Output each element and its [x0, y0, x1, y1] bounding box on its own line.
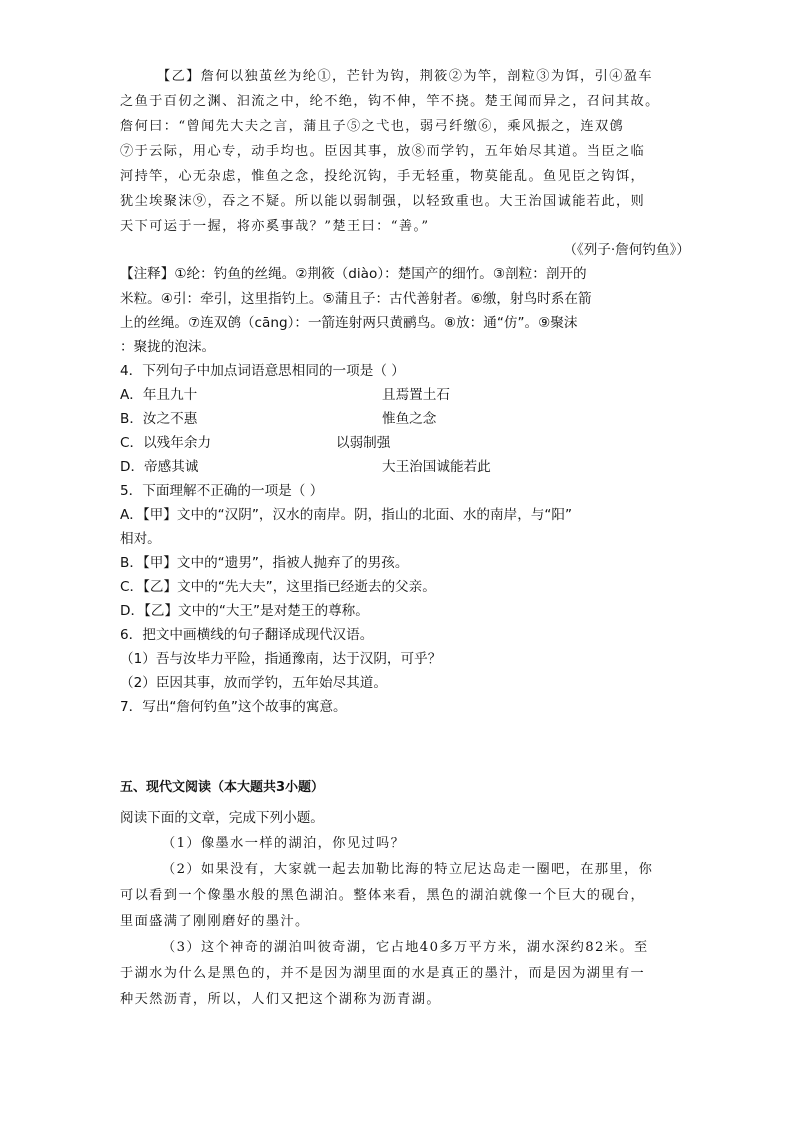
option-right: 大王治国诚能若此	[382, 459, 491, 475]
option-left: A．年且九十	[120, 387, 198, 403]
article-paragraph: 里面盛满了刚刚磨好的墨汁。	[120, 914, 310, 929]
translation-item: （1）吾与汝毕力平险，指通豫南，达于汉阴，可乎？	[120, 651, 442, 667]
passage-line: 詹何曰：“曾闻先大夫之言，蒲且子⑤之弋也，弱弓纤缴⑥，乘风振之，连双鸧	[120, 119, 625, 134]
article-paragraph: （1）像墨水一样的湖泊，你见过吗？	[162, 836, 406, 851]
question-stem: 4．下列句子中加点词语意思相同的一项是（ ）	[120, 363, 405, 379]
passage-line: 河持竿，心无杂虑，惟鱼之念，投纶沉钩，手无轻重，物莫能乱。鱼见臣之钩饵，	[120, 169, 646, 184]
option-right: 惟鱼之念	[382, 411, 437, 427]
option-line: A．【甲】文中的“汉阴”，汉水的南岸。阴，指山的北面、水的南岸，与“阳”	[120, 507, 573, 523]
option-left: D．帝感其诚	[120, 459, 199, 475]
note-line: 上的丝绳。⑦连双鸧（cāng）：一箭连射两只黄鹂鸟。⑧放：通“仿”。⑨聚沫	[120, 315, 578, 331]
option-line: 相对。	[120, 531, 161, 547]
article-paragraph: 可以看到一个像墨水般的黑色湖泊。整体来看，黑色的湖泊就像一个巨大的砚台，	[120, 888, 646, 903]
passage-line: 天下可运于一握，将亦奚事哉？”楚王曰：“善。”	[120, 219, 430, 234]
option-left: B．汝之不惠	[120, 411, 198, 427]
section-instruction: 阅读下面的文章，完成下列小题。	[120, 810, 324, 826]
note-line: 米粒。④引：牵引，这里指钓上。⑤蒲且子：古代善射者。⑥缴，射鸟时系在箭	[120, 291, 592, 307]
article-paragraph: 种天然沥青，所以，人们又把这个湖称为沥青湖。	[120, 992, 441, 1007]
note-line: 【注释】①纶：钓鱼的丝绳。②荆筱（diào）：楚国产的细竹。③剖粒：剖开的	[120, 266, 587, 282]
question-stem: 7．写出“詹何钓鱼”这个故事的寓意。	[120, 699, 347, 715]
section-heading: 五、现代文阅读（本大题共3小题）	[120, 780, 325, 795]
option-line: D．【乙】文中的“大王”是对楚王的尊称。	[120, 603, 369, 619]
passage-line: 之鱼于百仞之渊、汩流之中，纶不绝，钩不伸，竿不挠。楚王闻而异之，召问其故。	[120, 94, 660, 109]
question-stem: 5．下面理解不正确的一项是（ ）	[120, 483, 324, 499]
passage-source: （《列子·詹何钓鱼》）	[563, 242, 690, 258]
article-paragraph: （3）这个神奇的湖泊叫彼奇湖，它占地40多万平方米，湖水深约82米。至	[162, 940, 649, 955]
question-stem: 6．把文中画横线的句子翻译成现代汉语。	[120, 627, 374, 643]
option-right: 以弱制强	[336, 435, 391, 451]
note-line: ：聚拢的泡沫。	[120, 339, 216, 355]
passage-line: 【乙】詹何以独茧丝为纶①，芒针为钩，荆筱②为竿，剖粒③为饵，引④盈车	[157, 69, 653, 84]
passage-line: 犹尘埃聚沫⑨，吞之不疑。所以能以弱制强，以轻致重也。大王治国诚能若此，则	[120, 194, 646, 209]
option-line: C．【乙】文中的“先大夫”，这里指已经逝去的父亲。	[120, 579, 436, 595]
article-paragraph: 于湖水为什么是黑色的，并不是因为湖里面的水是真正的墨汁，而是因为湖里有一	[120, 966, 646, 981]
option-left: C．以残年余力	[120, 435, 212, 451]
option-line: B．【甲】文中的“遗男”，指被人抛弃了的男孩。	[120, 555, 409, 571]
article-paragraph: （2）如果没有，大家就一起去加勒比海的特立尼达岛走一圈吧，在那里，你	[162, 862, 654, 877]
passage-line: ⑦于云际，用心专，动手均也。臣因其事，放⑧而学钓，五年始尽其道。当臣之临	[120, 144, 646, 159]
option-right: 且焉置土石	[382, 387, 450, 403]
translation-item: （2）臣因其事，放而学钓，五年始尽其道。	[120, 675, 387, 691]
